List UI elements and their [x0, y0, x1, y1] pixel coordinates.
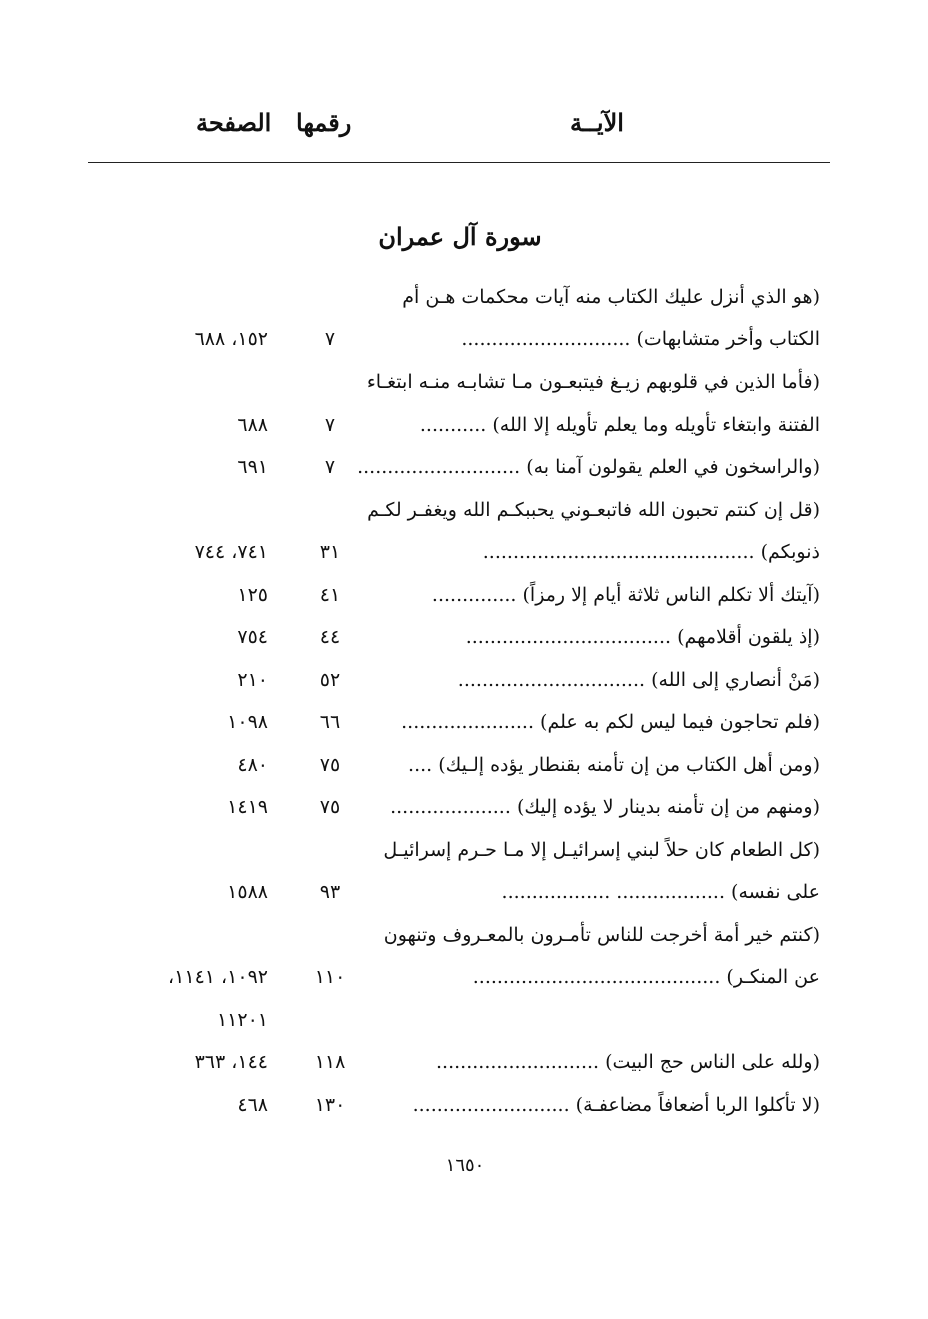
- page-refs: ١٠٩٨: [227, 711, 268, 733]
- page-refs: ٧٥٤: [237, 626, 268, 648]
- page-refs: ٦٩١: [237, 456, 268, 478]
- ayah-text-content: (آيتك ألا تكلم الناس ثلاثة أيام إلا رمزاً): [522, 584, 820, 606]
- leader-dots: ......................: [401, 711, 534, 733]
- leader-dots: ............................: [461, 328, 631, 350]
- page-refs: ١١٢٠١: [216, 1009, 268, 1031]
- ayah-text: [383, 839, 820, 861]
- ayah-text-content: (ومنهم من إن تأمنه بدينار لا يؤده إليك): [516, 796, 820, 818]
- ayah-text: [466, 626, 820, 648]
- ayah-text: [413, 1094, 820, 1116]
- page-refs: ١٢٥: [237, 584, 268, 606]
- header-divider: [88, 162, 830, 163]
- leader-dots: ....................: [390, 796, 511, 818]
- page-refs: ٤٨٠: [237, 754, 268, 776]
- ayah-text: [402, 286, 820, 308]
- ayah-text-content: (ولله على الناس حج البيت): [605, 1051, 820, 1073]
- page-refs: ١٥٢، ٦٨٨: [194, 328, 268, 350]
- ayah-text-content: (قل إن كنتم تحبون الله فاتبعـوني يحببكـم الله ويغفـر لكـم: [367, 499, 820, 521]
- leader-dots: ...........: [419, 414, 487, 436]
- ayah-text-content: ذنوبكم): [760, 541, 820, 563]
- page-refs: ١٤١٩: [227, 796, 268, 818]
- ayah-text-content: (إذ يلقون أقلامهم): [677, 626, 820, 648]
- ayah-text-content: الفتنة وابتغاء تأويله وما يعلم تأويله إلا الله): [492, 414, 820, 436]
- verse-number: ١١٠: [314, 966, 346, 988]
- leader-dots: ...........................: [357, 456, 521, 478]
- page-refs: ١٥٨٨: [227, 881, 268, 903]
- verse-number: ٣١: [319, 541, 341, 563]
- leader-dots: .................. ..................: [501, 881, 725, 903]
- ayah-text: [436, 1051, 820, 1073]
- header-ayah: الآيــة: [570, 108, 624, 137]
- verse-number: ٧٥: [319, 796, 341, 818]
- leader-dots: ...........................: [436, 1051, 600, 1073]
- ayah-text-content: (ومن أهل الكتاب من إن تأمنه بقنطار يؤده إلـيك): [438, 754, 820, 776]
- ayah-text: [367, 499, 820, 521]
- leader-dots: ..............: [431, 584, 517, 606]
- ayah-text: [420, 414, 820, 436]
- leader-dots: ..................................: [465, 626, 672, 648]
- ayah-text-content: (فأما الذين في قلوبهم زيـغ فيتبعـون مـا تشابـه منـه ابتغـاء: [366, 371, 820, 393]
- verse-number: ٥٢: [319, 669, 341, 691]
- ayah-text: [473, 966, 820, 988]
- ayah-text: [357, 456, 820, 478]
- ayah-text: [461, 328, 820, 350]
- verse-number: ٧: [324, 328, 336, 350]
- ayah-text-content: (هو الذي أنزل عليك الكتاب منه آيات محكمات هـن أم: [402, 286, 820, 308]
- ayah-text-content: (والراسخون في العلم يقولون آمنا به): [526, 456, 820, 478]
- leader-dots: ...............................: [457, 669, 646, 691]
- verse-number: ٤١: [319, 584, 341, 606]
- leader-dots: .........................................: [472, 966, 721, 988]
- verse-number: ١١٨: [314, 1051, 346, 1073]
- page-refs: ٤٦٨: [237, 1094, 268, 1116]
- page-refs: ١٤٤، ٣٦٣: [194, 1051, 268, 1073]
- ayah-text: [408, 754, 820, 776]
- page-refs: ٢١٠: [237, 669, 268, 691]
- verse-number: ١٣٠: [314, 1094, 346, 1116]
- ayah-text: [367, 371, 820, 393]
- page-number: ١٦٥٠: [445, 1155, 485, 1176]
- ayah-text-content: (لا تأكلوا الربا أضعافاً مضاعفـة): [575, 1094, 820, 1116]
- ayah-text-content: عن المنكـر): [726, 966, 820, 988]
- ayah-text-content: الكتاب وأخر متشابهات): [636, 328, 820, 350]
- ayah-text-content: على نفسه): [731, 881, 820, 903]
- header-page: الصفحة: [196, 108, 272, 137]
- ayah-text-content: (مَنْ أنصاري إلى الله): [651, 669, 820, 691]
- verse-number: ٧: [324, 414, 336, 436]
- page-refs: ١٠٩٢، ١١٤١،: [168, 966, 268, 988]
- ayah-text: [483, 541, 820, 563]
- leader-dots: .............................................: [482, 541, 755, 563]
- ayah-text: [502, 881, 820, 903]
- header-number: رقمها: [296, 108, 352, 137]
- verse-number: ٤٤: [319, 626, 341, 648]
- page-refs: ٦٨٨: [237, 414, 268, 436]
- verse-number: ٧٥: [319, 754, 341, 776]
- ayah-text-content: (فلم تحاجون فيما ليس لكم به علم): [540, 711, 820, 733]
- ayah-text: [458, 669, 820, 691]
- ayah-text: [432, 584, 820, 606]
- verse-number: ٧: [324, 456, 336, 478]
- leader-dots: ....: [408, 754, 433, 776]
- verse-number: ٩٣: [319, 881, 341, 903]
- verse-number: ٦٦: [319, 711, 341, 733]
- ayah-text: [384, 924, 820, 946]
- surah-title: سورة آل عمران: [378, 222, 542, 251]
- page-refs: ٧٤١، ٧٤٤: [194, 541, 268, 563]
- ayah-text-content: (كنتم خير أمة أخرجت للناس تأمـرون بالمعـروف وتنهون: [383, 924, 820, 946]
- leader-dots: ..........................: [412, 1094, 570, 1116]
- ayah-text-content: (كل الطعام كان حلاً لبني إسرائيـل إلا مـا حـرم إسرائيـل: [383, 839, 820, 861]
- ayah-text: [390, 796, 820, 818]
- ayah-text: [401, 711, 820, 733]
